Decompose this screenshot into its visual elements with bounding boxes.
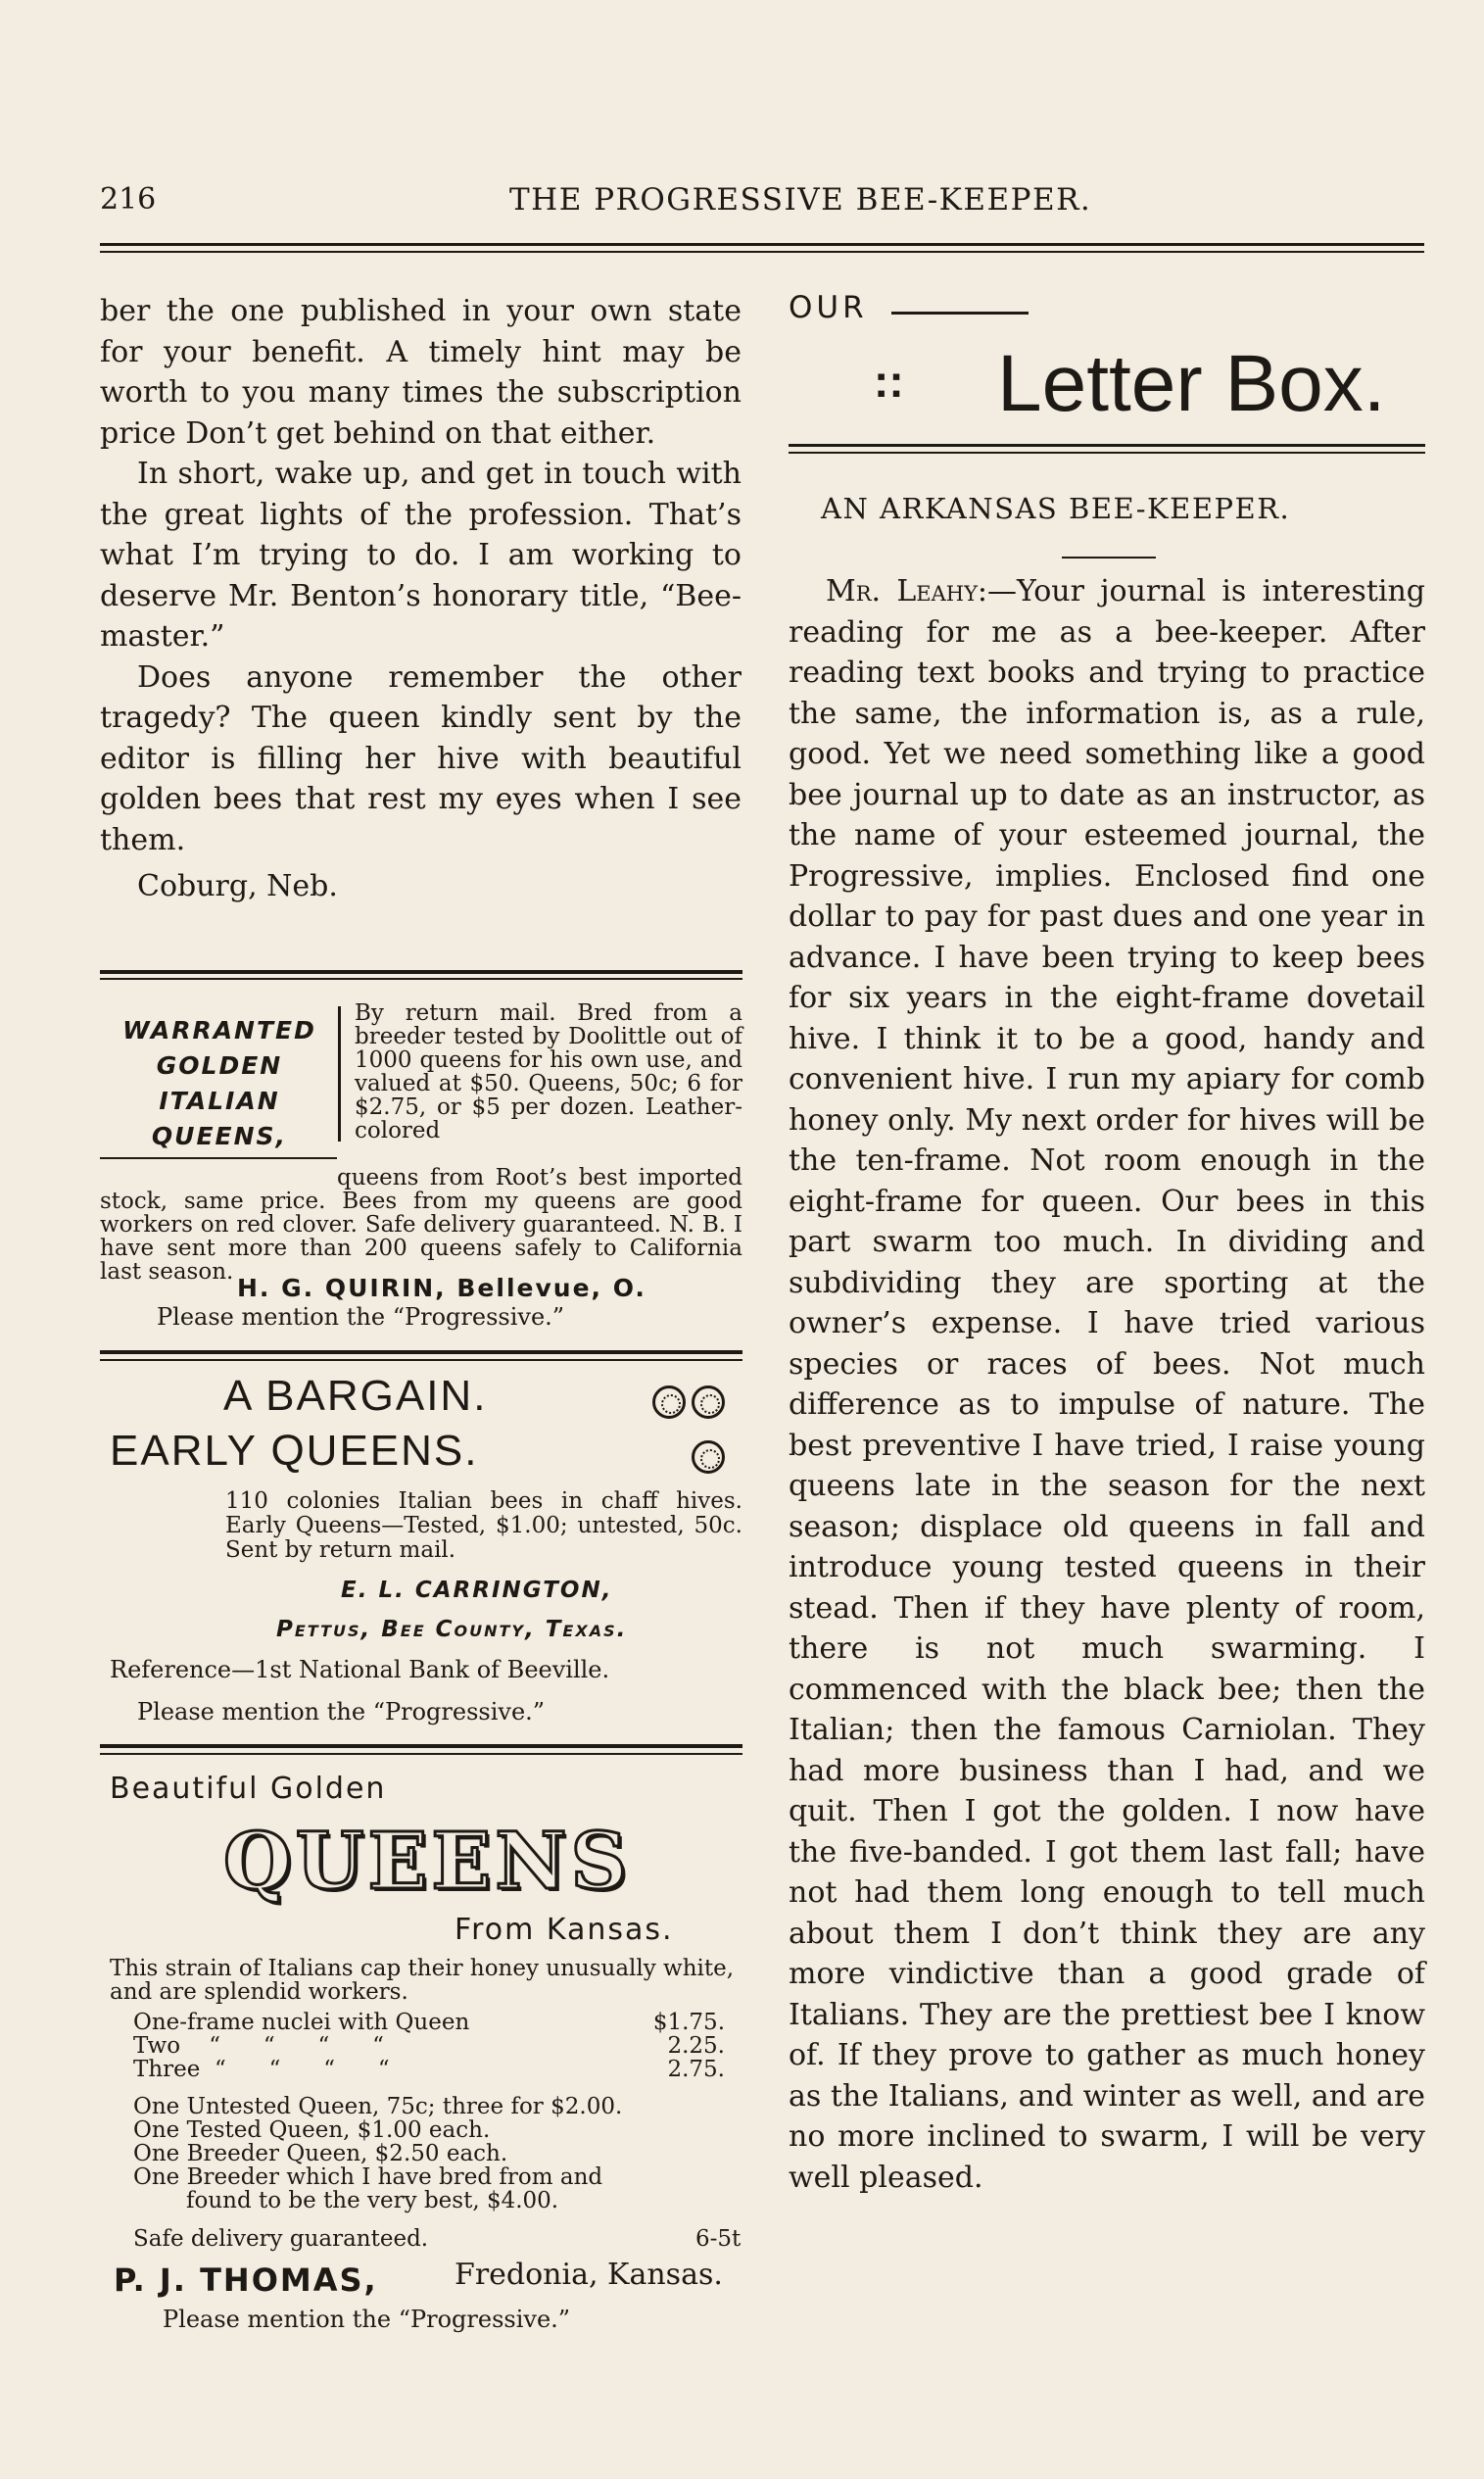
- ad2-reference: Reference—1st National Bank of Beeville.: [110, 1656, 610, 1683]
- ad1-text-top: By return mail. Bred from a breeder tested by Doolittle out of 1000 queens for his own use, and valued at $50. Queens, 50c; 6 for $2.75, or $5 per dozen. Leather-colored: [355, 1000, 742, 1143]
- ad3-pre-title: Beautiful Golden: [110, 1772, 387, 1806]
- ad3-line: One Breeder Queen, $2.50 each.: [133, 2141, 508, 2166]
- ad1-dash-rule: [100, 1157, 337, 1159]
- rosette-ornament-icon: [692, 1385, 725, 1419]
- ad3-from-kansas: From Kansas.: [455, 1913, 674, 1947]
- ad3-price-label: Three “ “ “ “: [133, 2057, 390, 2082]
- ad1-rule-bottom-thin: [100, 1359, 742, 1361]
- letter-box-title: Letter Box.: [997, 339, 1386, 428]
- ad3-price-value: $1.75.: [652, 2010, 725, 2035]
- article-heading: AN ARKANSAS BEE-KEEPER.: [821, 492, 1291, 525]
- rosette-ornament-icon: [652, 1385, 686, 1419]
- ad1-label-line-2: GOLDEN: [156, 1051, 283, 1080]
- ad2-title-early-queens: EARLY QUEENS.: [110, 1427, 479, 1475]
- ad3-intro: This strain of Italians cap their honey unusually white, and are splendid workers.: [110, 1956, 735, 2005]
- letter-body-text: —Your journal is interesting reading for me as a bee-keeper. After reading text books and trying to practice the same, the information is, as a rule, good. Yet we need something like a good bee journal up to date as an instructor, as the name of your esteemed journal, the Progressive, implies. Enclosed find one dollar to pay for past dues and one year in advance. I have been trying to keep bees for six years in the eight-frame dovetail hive. I think it to be a good, handy and convenient hive. I run my apiary for comb honey only. My next order for hives will be the ten-frame. Not room enough in the eight-frame for queen. Our bees in this part swarm too much. In dividing and subdividing they are sporting at the owner’s expense. I have tried various species or races of bees. Not much difference as to impulse of nature. The best preventive I have tried, I raise young queens late in the season for the next season; displace old queens in fall and introduce young tested queens in their stead. Then if they have plenty of room, there is not much swarming. I commenced with the black bee; then the Italian; then the famous Carniolan. They had more business than I had, and we quit. Then I got the golden. I now have the five-banded. I got them last fall; have not had them long enough to tell much about them I don’t think they are any more vindictive than a good grade of Italians. They are the prettiest bee I know of. If they prove to gather as much honey as the Italians, and winter as well, and are no more inclined to swarm, I will be very well pleased.: [789, 574, 1425, 2195]
- ad3-line: found to be the very best, $4.00.: [186, 2188, 559, 2213]
- ad2-mention: Please mention the “Progressive.”: [137, 1698, 546, 1726]
- ad1-advertiser-name: H. G. QUIRIN, Bellevue, O.: [237, 1274, 646, 1302]
- letter-body: [789, 571, 1425, 2198]
- heading-short-rule: [1062, 557, 1156, 559]
- ad2-title-bargain: A BARGAIN.: [223, 1372, 488, 1420]
- ad1-rule-top-thin: [100, 978, 742, 980]
- left-paragraph-2: In short, wake up, and get in touch with the great lights of the profession. That’s what I’m trying to do. I am working to deserve Mr. Benton’s honorary title, “Bee-master.”: [100, 457, 742, 654]
- left-paragraph-3: Does anyone remember the other tragedy? The queen kindly sent by the editor is filling her hive with beautiful golden bees that rest my eyes when I see them.: [100, 659, 742, 857]
- ad1-label-line-4: QUEENS,: [151, 1122, 288, 1150]
- ad3-advertiser-address: Fredonia, Kansas.: [455, 2258, 723, 2292]
- left-signature: Coburg, Neb.: [137, 869, 338, 903]
- rosette-ornament-icon: [692, 1440, 725, 1474]
- ad3-price-label: Two “ “ “ “: [133, 2033, 384, 2059]
- ad1-text-bottom: queens from Root’s best imported stock, same price. Bees from my queens are good workers on red clover. Safe delivery guaranteed. N. B. I have sent more than 200 queens safely to California last season.: [100, 1165, 742, 1285]
- ad1-label: [102, 1013, 337, 1154]
- left-column-text: [100, 291, 742, 907]
- ad3-price-value: 2.25.: [667, 2033, 725, 2059]
- letter-box-rule-thick: [789, 444, 1425, 447]
- ad3-price-value: 2.75.: [667, 2057, 725, 2082]
- ad3-title-queens: QUEENS: [223, 1815, 632, 1907]
- ad2-advertiser-name: E. L. CARRINGTON,: [341, 1578, 613, 1603]
- ad2-rule-bottom-thick: [100, 1744, 742, 1748]
- colon-ornament: ::: [874, 356, 904, 407]
- ad3-price-label: One-frame nuclei with Queen: [133, 2010, 470, 2035]
- ad1-rule-top-thick: [100, 970, 742, 974]
- running-head: THE PROGRESSIVE BEE-KEEPER.: [509, 182, 1092, 218]
- header-rule-thick: [100, 243, 1424, 246]
- ad3-safe-delivery: Safe delivery guaranteed.: [133, 2226, 429, 2252]
- our-flourish-line: [891, 312, 1029, 315]
- ad1-rule-bottom-thick: [100, 1350, 742, 1354]
- ad1-label-line-1: WARRANTED: [122, 1016, 316, 1045]
- ad3-line: One Tested Queen, $1.00 each.: [133, 2117, 491, 2143]
- ad3-advertiser-name: P. J. THOMAS,: [114, 2261, 378, 2299]
- letter-box-rule-thin: [789, 452, 1425, 454]
- page-number: 216: [100, 182, 157, 217]
- ad1-mention: Please mention the “Progressive.”: [157, 1303, 565, 1331]
- ad1-label-line-3: ITALIAN: [159, 1087, 280, 1115]
- header-rule-thin: [100, 251, 1424, 253]
- ad2-text: 110 colonies Italian bees in chaff hives. Early Queens—Tested, $1.00; untested, 50c. Sent by return mail.: [225, 1488, 742, 1563]
- our-label: OUR: [789, 290, 868, 325]
- left-paragraph-1: ber the one published in your own state for your benefit. A timely hint may be worth to you many times the subscription price Don’t get behind on that either.: [100, 294, 742, 451]
- ad1-bracket: [338, 1006, 351, 1142]
- ad3-insertion-code: 6-5t: [695, 2226, 742, 2252]
- ad3-mention: Please mention the “Progressive.”: [163, 2306, 571, 2333]
- ad2-advertiser-address: Pettus, Bee County, Texas.: [276, 1617, 628, 1642]
- ad3-line: One Breeder which I have bred from and: [133, 2164, 603, 2190]
- ad2-rule-bottom-thin: [100, 1753, 742, 1755]
- ad3-line: One Untested Queen, 75c; three for $2.00.: [133, 2094, 623, 2119]
- letter-salutation: Mr. Leahy:: [826, 574, 988, 608]
